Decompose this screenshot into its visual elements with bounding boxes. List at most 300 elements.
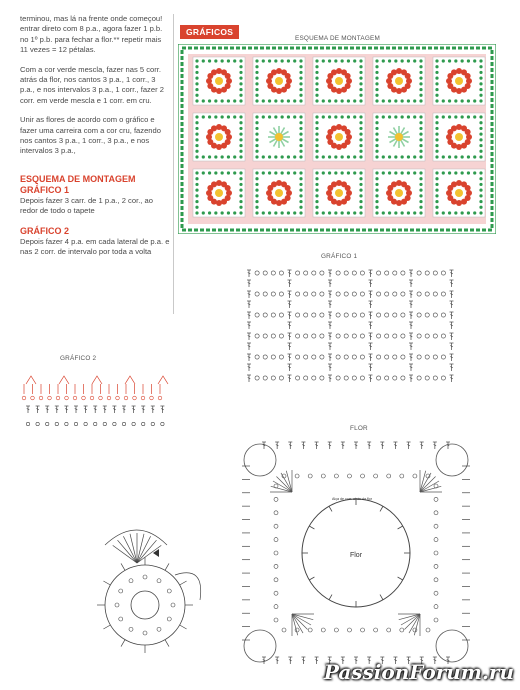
chain-stitch [296,292,300,296]
chain-stitch [344,313,348,317]
motif-tile [433,57,485,105]
chain-stitch [84,422,87,425]
chain-stitch [417,355,421,359]
stitch-symbol [288,375,292,382]
chain-stitch [271,292,275,296]
red-chain [124,396,128,400]
corner-arc [244,444,276,476]
stitch-symbol [369,301,373,308]
flower-chart [232,432,480,674]
stitch-symbol [409,354,413,361]
stitch-symbol [288,270,292,277]
chain-stitch [360,355,364,359]
chain-stitch [308,628,312,632]
instruction-paragraph: Com a cor verde mescla, fazer nas 5 corr. atrás da flor, nos cantos 3 p.a., 1 corr., 3 p.a., e nos intervalos 3 p.a., 1 corr., fazer 2 corr. em verde mescla e 1 corr. em cru. [20,64,164,105]
stitch-symbol [64,406,68,413]
stitch-symbol [275,657,279,664]
chain-stitch [434,511,438,515]
chain-stitch [425,334,429,338]
chain-stitch [344,376,348,380]
red-chain [158,396,162,400]
chain-stitch [425,376,429,380]
chain-stitch [255,292,259,296]
chain-stitch [360,313,364,317]
ring-tick [380,506,383,511]
section-tag: GRÁFICOS [180,25,239,39]
stitch-symbol [380,442,384,449]
chain-stitch [263,271,267,275]
chain-stitch [143,575,147,579]
chain-stitch [352,334,356,338]
chain-stitch [336,271,340,275]
red-chain [107,396,111,400]
stitch-symbol [409,301,413,308]
chain-stitch [434,497,438,501]
stitch-symbol [288,657,292,664]
chain-stitch [347,474,351,478]
motif-tile [313,169,365,217]
chain-stitch [400,628,404,632]
section-heading: ESQUEMA DE MONTAGEM [20,173,136,184]
stitch-symbol [247,291,251,298]
motif-tile [433,169,485,217]
motif-tile [373,113,425,161]
chain-stitch [304,292,308,296]
chain-stitch [377,313,381,317]
chain-stitch [361,474,365,478]
chain-stitch [143,631,147,635]
stitch-symbol [328,270,332,277]
stitch-symbol [288,333,292,340]
red-chain [133,396,137,400]
chain-stitch [263,355,267,359]
red-chain [141,396,145,400]
stitch-symbol [247,280,251,287]
chain-stitch [296,271,300,275]
stitch-symbol [420,442,424,449]
chain-stitch [103,422,106,425]
grafico1-caption: GRÁFICO 1 [321,253,358,260]
stitch-symbol [36,406,40,413]
chain-stitch [255,334,259,338]
motif-tile [433,113,485,161]
stitch-symbol [409,375,413,382]
stitch-symbol [450,354,454,361]
instructions-column [20,14,170,267]
red-chain [150,396,154,400]
chain-stitch [255,313,259,317]
stitch-symbol [328,312,332,319]
chain-stitch [360,292,364,296]
motif-tile [373,169,425,217]
chain-stitch [296,313,300,317]
chain-stitch [352,292,356,296]
stitch-symbol [247,354,251,361]
ring-tick [329,506,332,511]
stitch-symbol [409,280,413,287]
chain-stitch [320,313,324,317]
chain-stitch [274,497,278,501]
stitch-symbol [121,563,125,570]
chain-stitch [393,376,397,380]
chain-stitch [304,355,308,359]
chain-stitch [320,376,324,380]
chain-stitch [295,474,299,478]
stitch-symbol [275,442,279,449]
stitch-symbol [341,442,345,449]
chain-stitch [374,628,378,632]
stitch-symbol [288,364,292,371]
chain-stitch [279,334,283,338]
stitch-symbol [328,343,332,350]
stitch-symbol [45,406,49,413]
stitch-symbol [55,406,59,413]
instruction-paragraph: Depois fazer 3 carr. de 1 p.a., 2 cor., ao redor de todo o tapete [20,195,153,216]
chain-stitch [401,334,405,338]
assembly-diagram [178,44,496,234]
stitch-symbol [165,640,169,647]
chain-stitch [385,313,389,317]
chain-stitch [263,376,267,380]
stitch-symbol [433,442,437,449]
montagem-caption: ESQUEMA DE MONTAGEM [295,35,380,42]
chain-stitch [119,617,123,621]
chain-stitch [393,292,397,296]
chain-stitch [434,605,438,609]
chain-stitch [113,422,116,425]
chain-stitch [401,292,405,296]
chain-stitch [312,292,316,296]
chain-stitch [161,422,164,425]
chain-stitch [360,376,364,380]
ring-tick [309,577,314,580]
stitch-symbol [369,364,373,371]
chain-stitch [312,334,316,338]
stitch-symbol [103,625,110,629]
chain-stitch [122,422,125,425]
stitch-symbol [151,406,155,413]
chain-stitch [377,355,381,359]
chain-stitch [393,271,397,275]
chain-stitch [274,564,278,568]
stitch-symbol [112,406,116,413]
chain-stitch [361,628,365,632]
start-arrow [153,549,159,557]
motif-tile [193,113,245,161]
chain-stitch [334,474,338,478]
chain-stitch [434,618,438,622]
chain-stitch [360,271,364,275]
chain-stitch [374,474,378,478]
chain-stitch [304,313,308,317]
stitch-symbol [369,375,373,382]
red-arch [125,376,135,384]
chain-stitch [65,422,68,425]
stitch-symbol [262,657,266,664]
chain-stitch [401,355,405,359]
motif-tile [253,169,305,217]
stitch-symbol [328,375,332,382]
stitch-symbol [288,354,292,361]
chain-stitch [119,589,123,593]
chain-stitch [336,355,340,359]
chain-stitch [304,334,308,338]
stitch-symbol [247,333,251,340]
stitch-symbol [450,280,454,287]
chain-stitch [157,579,161,583]
motif-tile [193,169,245,217]
motif-tile [313,113,365,161]
chain-stitch [304,271,308,275]
motif-tile [373,57,425,105]
chain-stitch [441,376,445,380]
chain-stitch [400,474,404,478]
red-chain [73,396,77,400]
stitch-symbol [165,563,169,570]
section-heading: GRÁFICO 1 [20,184,70,195]
stitch-symbol [409,343,413,350]
chain-stitch [441,271,445,275]
chain-stitch [279,376,283,380]
chain-stitch [274,591,278,595]
chain-stitch [417,292,421,296]
chain-stitch [142,422,145,425]
chain-stitch [401,271,405,275]
stitch-symbol [122,406,126,413]
chain-stitch [393,334,397,338]
stitch-symbol [141,406,145,413]
stitch-symbol [247,375,251,382]
chain-stitch [334,628,338,632]
chain-stitch [271,313,275,317]
motif-tile [313,57,365,105]
motif-tile [193,57,245,105]
chain-stitch [441,355,445,359]
stitch-symbol [247,312,251,319]
red-chain [65,396,69,400]
stitch-symbol [247,343,251,350]
stitch-symbol [93,406,97,413]
stitch-symbol [369,291,373,298]
chain-stitch [263,313,267,317]
petal-arc [175,573,201,600]
stitch-symbol [354,442,358,449]
chain-stitch [377,271,381,275]
chain-stitch [434,551,438,555]
stitch-symbol [450,364,454,371]
chain-stitch [271,376,275,380]
chain-stitch [417,334,421,338]
chain-stitch [271,355,275,359]
chain-stitch [157,627,161,631]
stitch-symbol [328,364,332,371]
chain-stitch [347,628,351,632]
chain-stitch [271,334,275,338]
motif-tile [253,57,305,105]
stitch-symbol [450,322,454,329]
chain-stitch [321,628,325,632]
stitch-symbol [409,270,413,277]
stitch-symbol [74,406,78,413]
red-chain [116,396,120,400]
ring-tick [380,595,383,600]
chain-stitch [296,376,300,380]
stitch-symbol [84,406,88,413]
stitch-symbol [393,442,397,449]
stitch-symbol [288,280,292,287]
chain-stitch [129,579,133,583]
chain-stitch [417,271,421,275]
stitch-symbol [288,312,292,319]
stitch-symbol [328,301,332,308]
chain-stitch [385,334,389,338]
stitch-symbol [160,406,164,413]
stitch-symbol [369,280,373,287]
stitch-symbol [180,625,187,629]
motif-tile [253,113,305,161]
ring-tick [398,526,403,529]
chain-stitch [426,628,430,632]
chain-stitch [36,422,39,425]
stitch-symbol [103,406,107,413]
chain-stitch [320,292,324,296]
flower-center-label: Flor [349,552,363,559]
corner-arc [436,630,468,662]
stitch-symbol [301,657,305,664]
stitch-symbol [328,291,332,298]
chain-stitch [434,524,438,528]
chain-stitch [377,292,381,296]
chain-stitch [344,334,348,338]
chain-stitch [387,628,391,632]
chain-stitch [425,313,429,317]
stitch-symbol [369,333,373,340]
chain-stitch [274,524,278,528]
stitch-symbol [301,442,305,449]
flower-note: Alça de corr. atrás da flor [332,497,372,501]
chain-stitch [274,551,278,555]
column-divider [173,14,174,314]
chain-stitch [132,422,135,425]
chain-stitch [434,578,438,582]
chain-stitch [308,474,312,478]
chain-stitch [320,271,324,275]
stitch-symbol [450,333,454,340]
chain-stitch [441,334,445,338]
stitch-symbol [369,354,373,361]
chain-stitch [433,292,437,296]
chain-stitch [129,627,133,631]
chain-stitch [417,313,421,317]
stitch-symbol [409,333,413,340]
stitch-symbol [288,442,292,449]
stitch-symbol [450,312,454,319]
watermark: PassionForum.ru [323,660,514,684]
ring-tick [398,577,403,580]
stitch-symbol [409,322,413,329]
chain-stitch [279,292,283,296]
red-chain [48,396,52,400]
chain-stitch [413,474,417,478]
stitch-symbol [450,270,454,277]
grafico2-chart [20,368,170,438]
stitch-symbol [328,354,332,361]
chain-stitch [167,617,171,621]
section-heading: GRÁFICO 2 [20,225,70,236]
red-arch [158,376,168,384]
red-arch [59,376,69,384]
stitch-symbol [369,343,373,350]
chain-stitch [377,376,381,380]
corner-arc [244,630,276,662]
stitch-symbol [369,322,373,329]
chain-stitch [352,271,356,275]
instruction-paragraph: Depois fazer 4 p.a. em cada lateral de p.a. e nas 2 corr. de intervalo por toda a volta [20,236,170,257]
chain-stitch [115,603,119,607]
stitch-symbol [407,442,411,449]
chain-stitch [441,292,445,296]
round-flower-diagram [75,505,215,675]
chain-stitch [433,334,437,338]
stitch-symbol [262,442,266,449]
chain-stitch [274,605,278,609]
red-arch [92,376,102,384]
chain-stitch [255,376,259,380]
chain-stitch [336,376,340,380]
chain-stitch [279,271,283,275]
chain-stitch [434,591,438,595]
chain-stitch [255,355,259,359]
chain-stitch [151,422,154,425]
chain-stitch [352,376,356,380]
chain-stitch [255,271,259,275]
chain-stitch [344,271,348,275]
chain-stitch [352,313,356,317]
chain-stitch [425,271,429,275]
chain-stitch [274,538,278,542]
stitch-symbol [328,333,332,340]
chain-stitch [425,355,429,359]
stitch-symbol [409,312,413,319]
stitch-symbol [247,322,251,329]
chain-stitch [385,292,389,296]
chain-stitch [26,422,29,425]
chain-stitch [385,376,389,380]
chain-stitch [393,355,397,359]
chain-stitch [344,292,348,296]
chain-stitch [417,376,421,380]
stitch-symbol [288,322,292,329]
chain-stitch [74,422,77,425]
chain-stitch [279,355,283,359]
chain-stitch [274,578,278,582]
stitch-symbol [288,301,292,308]
red-chain [56,396,60,400]
chain-stitch [312,271,316,275]
stitch-symbol [409,291,413,298]
stitch-symbol [247,270,251,277]
chain-stitch [320,355,324,359]
stitch-symbol [450,343,454,350]
chain-stitch [321,474,325,478]
stitch-symbol [328,322,332,329]
chain-stitch [312,313,316,317]
stitch-symbol [288,291,292,298]
grafico2-caption: GRÁFICO 2 [60,355,97,362]
chain-stitch [263,292,267,296]
stitch-symbol [315,442,319,449]
chain-stitch [433,355,437,359]
